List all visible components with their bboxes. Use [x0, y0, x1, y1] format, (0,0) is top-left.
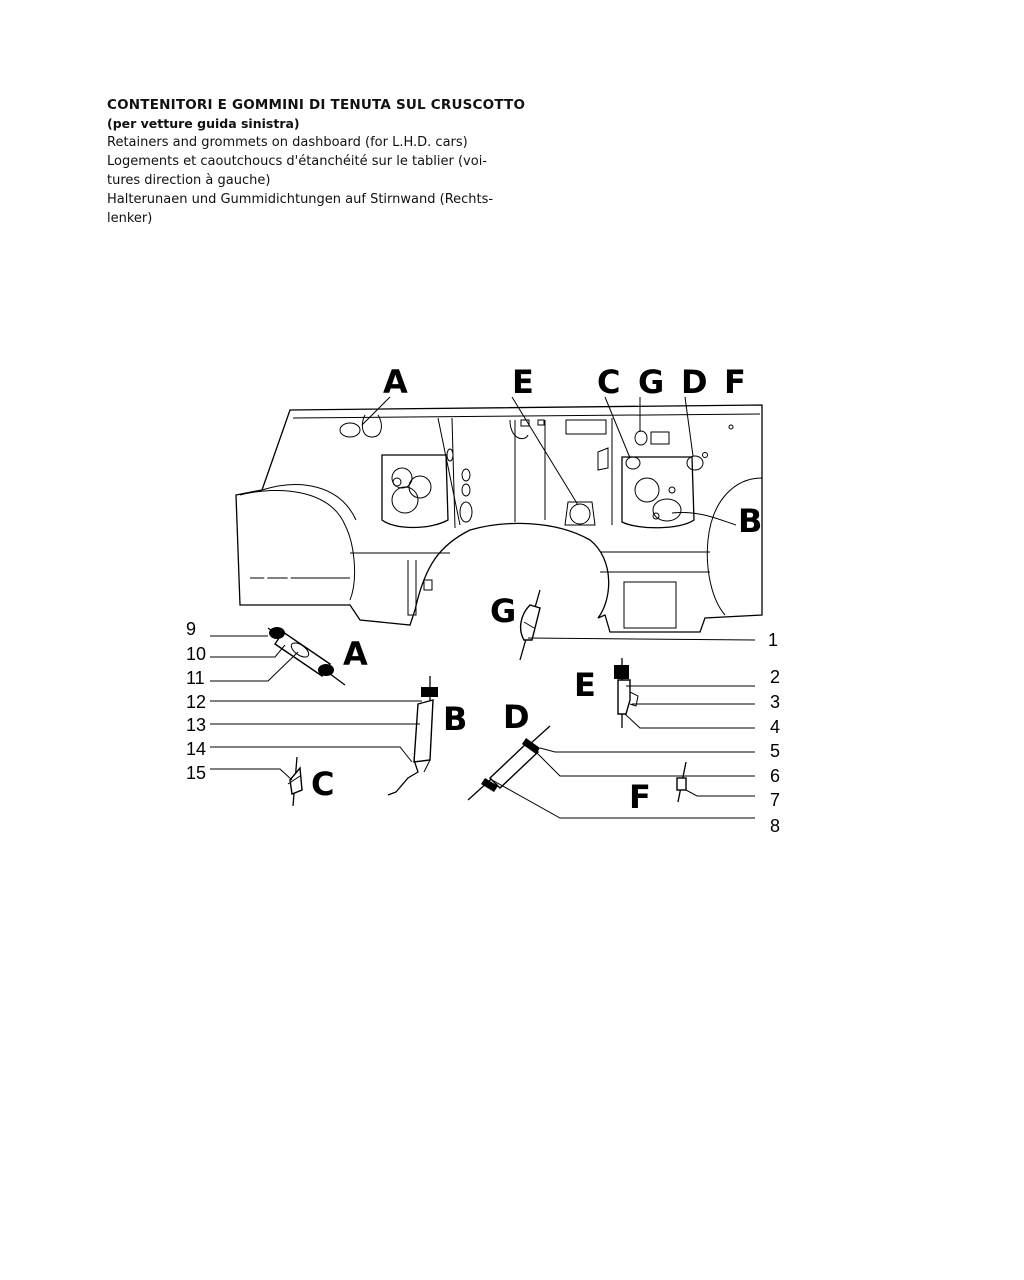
part-number-4: 4 [770, 717, 781, 737]
detail-a [268, 627, 368, 685]
detail-g [490, 590, 540, 660]
part-number-1: 1 [768, 630, 779, 650]
detail-letter-c: C [311, 765, 335, 803]
detail-d [468, 698, 550, 800]
caption-french-1: Logements et caoutchoucs d'étanchéité sur le tablier (voi- [107, 154, 488, 169]
part-number-14: 14 [186, 739, 207, 759]
detail-letter-a: A [343, 635, 368, 673]
part-number-6: 6 [770, 766, 781, 786]
part-number-5: 5 [770, 741, 781, 761]
part-number-3: 3 [770, 692, 781, 712]
part-number-8: 8 [770, 816, 781, 836]
detail-c [288, 757, 334, 806]
caption-title: CONTENITORI E GOMMINI DI TENUTA SUL CRUSCOTTO [107, 97, 526, 113]
top-callouts [362, 363, 762, 540]
callout-letter-c: C [597, 363, 621, 401]
part-number-11: 11 [186, 668, 205, 688]
detail-letter-f: F [629, 778, 651, 816]
detail-f [629, 762, 686, 816]
part-number-7: 7 [770, 790, 781, 810]
detail-letter-g: G [490, 592, 517, 630]
part-number-13: 13 [186, 715, 207, 735]
caption-french-2: tures direction à gauche) [107, 173, 271, 188]
caption-subtitle: (per vetture guida sinistra) [107, 116, 300, 131]
caption-german-2: lenker) [107, 211, 153, 226]
detail-letter-d: D [503, 698, 530, 736]
part-number-15: 15 [186, 763, 207, 783]
callout-letter-a: A [383, 363, 408, 401]
callout-letter-b: B [738, 502, 763, 540]
part-number-2: 2 [770, 667, 781, 687]
part-number-10: 10 [186, 644, 207, 664]
detail-b [388, 676, 467, 795]
part-number-9: 9 [186, 619, 197, 639]
callout-letter-d: D [681, 363, 708, 401]
caption-german-1: Halterunaen und Gummidichtungen auf Stirnwand (Rechts- [107, 192, 494, 207]
caption-english: Retainers and grommets on dashboard (for L.H.D. cars) [107, 135, 468, 150]
part-number-12: 12 [186, 692, 207, 712]
callout-letter-g: G [638, 363, 665, 401]
detail-letter-e: E [574, 666, 596, 704]
callout-letter-e: E [512, 363, 534, 401]
detail-letter-b: B [443, 700, 468, 738]
callout-letter-f: F [724, 363, 746, 401]
